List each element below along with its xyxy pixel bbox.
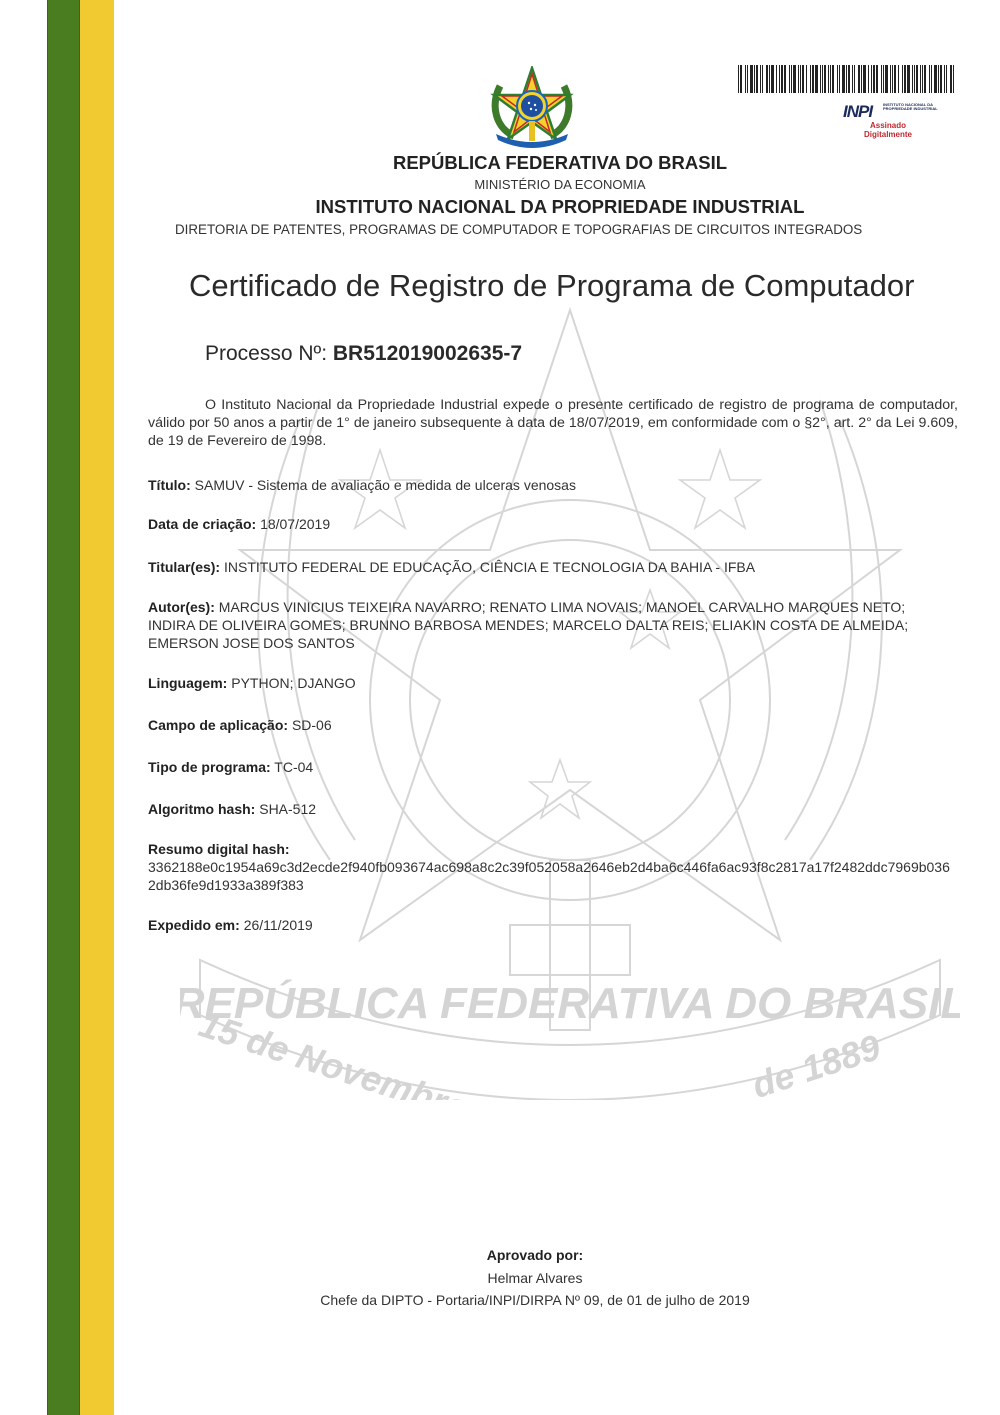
barcode-bar — [902, 65, 903, 93]
barcode-bar — [892, 65, 893, 93]
field-label: Campo de aplicação: — [148, 717, 289, 733]
field-value: SD-06 — [291, 717, 332, 733]
field-tipo-programa — [148, 758, 958, 776]
barcode-bar — [858, 65, 860, 93]
barcode-bar — [940, 65, 942, 93]
directorate-heading: DIRETORIA DE PATENTES, PROGRAMAS DE COMPUTADOR E TOPOGRAFIAS DE CIRCUITOS INTEGRADOS — [175, 222, 863, 237]
republic-heading: REPÚBLICA FEDERATIVA DO BRASIL — [392, 152, 728, 173]
barcode-bar — [946, 65, 947, 93]
barcode-bar — [846, 65, 847, 93]
field-value: INSTITUTO FEDERAL DE EDUCAÇÃO, CIÊNCIA E TECNOLOGIA DA BAHIA - IFBA — [223, 559, 756, 575]
process-number — [205, 342, 522, 366]
barcode-bar — [771, 65, 774, 93]
barcode-bar — [924, 65, 926, 93]
watermark-ribbon — [200, 960, 940, 1100]
barcode-bar — [894, 65, 896, 93]
field-label: Resumo digital hash: — [148, 841, 290, 857]
field-linguagem — [148, 674, 958, 692]
field-autores — [148, 598, 938, 652]
barcode-bar — [798, 65, 799, 93]
barcode-bar — [934, 65, 937, 93]
field-label: Autor(es): — [148, 599, 215, 615]
field-value: SHA-512 — [259, 801, 317, 817]
barcode-bar — [863, 65, 866, 93]
field-resumo-hash — [148, 840, 958, 894]
field-label: Tipo de programa: — [148, 759, 271, 775]
barcode-bar — [876, 65, 878, 93]
barcode-bar — [868, 65, 869, 93]
barcode-bar — [916, 65, 918, 93]
certificate-body: O Instituto Nacional da Propriedade Industrial expede o presente certificado de registro de programa de computador, válido por 50 anos a partir de 1° de janeiro subsequente à data de 18/07/2019, em conformidade com o §2°, art. 2° da Lei 9.609, de 19 de Fevereiro de 1998. — [148, 397, 958, 449]
field-label: Data de criação: — [148, 516, 257, 532]
flag-stripe-yellow — [80, 0, 114, 1415]
barcode-bar — [842, 65, 845, 93]
signed-line-1: Assinado — [869, 121, 906, 130]
barcode — [738, 65, 956, 93]
flag-stripe-green — [47, 0, 80, 1415]
watermark-ribbon-text: REPÚBLICA FEDERATIVA DO BRASIL — [180, 979, 960, 1028]
barcode-bar — [922, 65, 923, 93]
brazil-coat-of-arms-icon — [488, 66, 576, 148]
barcode-bar — [776, 65, 777, 93]
barcode-bar — [756, 65, 758, 93]
approval-label: Aprovado por: — [486, 1247, 584, 1263]
watermark-right-text: de 1889 — [746, 1026, 886, 1100]
ministry-heading: MINISTÉRIO DA ECONOMIA — [474, 177, 646, 192]
digital-signature-badge — [863, 121, 913, 139]
watermark-left-text: 15 de Novembro — [194, 1003, 474, 1100]
barcode-bar — [784, 65, 786, 93]
barcode-bar — [907, 65, 910, 93]
barcode-bar — [920, 65, 921, 93]
barcode-bar — [953, 65, 954, 93]
barcode-bar — [861, 65, 862, 93]
barcode-bar — [769, 65, 770, 93]
field-value: 18/07/2019 — [260, 516, 331, 532]
field-label: Título: — [148, 477, 191, 493]
barcode-bar — [837, 65, 838, 93]
barcode-bar — [791, 65, 792, 93]
barcode-bar — [848, 65, 850, 93]
barcode-bar — [904, 65, 906, 93]
barcode-bar — [873, 65, 875, 93]
field-titulo — [148, 476, 958, 494]
process-label: Processo Nº: — [205, 342, 328, 365]
barcode-bar — [898, 65, 899, 93]
barcode-bar — [828, 65, 829, 93]
barcode-bar — [950, 65, 952, 93]
barcode-bar — [789, 65, 790, 93]
barcode-bar — [914, 65, 915, 93]
barcode-bar — [944, 65, 945, 93]
inpi-logo-subtitle: INSTITUTO NACIONAL DA PROPRIEDADE INDUSTRIAL — [883, 102, 938, 112]
field-value: TC-04 — [274, 759, 314, 775]
barcode-bar — [822, 65, 823, 93]
barcode-bar — [830, 65, 831, 93]
certificate-title: Certificado de Registro de Programa de Computador — [189, 268, 915, 303]
barcode-bar — [812, 65, 814, 93]
barcode-bar — [883, 65, 884, 93]
barcode-bar — [781, 65, 783, 93]
barcode-bar — [881, 65, 882, 93]
field-label: Titular(es): — [148, 559, 221, 575]
barcode-bar — [938, 65, 939, 93]
field-titular — [148, 558, 958, 576]
barcode-bar — [754, 65, 755, 93]
approver-role: Chefe da DIPTO - Portaria/INPI/DIRPA Nº 09, de 01 de julho de 2019 — [320, 1292, 750, 1308]
barcode-bar — [912, 65, 913, 93]
barcode-bar — [745, 65, 746, 93]
barcode-bar — [871, 65, 872, 93]
barcode-bar — [766, 65, 768, 93]
barcode-bar — [929, 65, 930, 93]
barcode-bar — [760, 65, 761, 93]
barcode-bar — [800, 65, 801, 93]
barcode-bar — [820, 65, 821, 93]
barcode-bar — [890, 65, 891, 93]
field-label: Linguagem: — [148, 675, 228, 691]
hash-value: 3362188e0c1954a69c3d2ecde2f940fb093674ac698a8c2c39f052058a2646eb2d4ba6c446fa6ac93f8c2817a17f2482ddc7969b0362db36fe9d1933a389f383 — [148, 859, 950, 893]
barcode-bar — [762, 65, 763, 93]
field-expedido — [148, 916, 958, 934]
barcode-bar — [779, 65, 780, 93]
barcode-bar — [802, 65, 804, 93]
field-value: PYTHON; DJANGO — [231, 675, 356, 691]
field-value: 26/11/2019 — [243, 917, 313, 933]
barcode-bar — [824, 65, 826, 93]
signed-line-2: Digitalmente — [863, 130, 912, 139]
barcode-bar — [885, 65, 888, 93]
barcode-bar — [750, 65, 753, 93]
field-label: Algoritmo hash: — [148, 801, 256, 817]
barcode-bar — [854, 65, 855, 93]
institute-heading: INSTITUTO NACIONAL DA PROPRIEDADE INDUSTRIAL — [315, 196, 805, 217]
field-value: SAMUV - Sistema de avaliação e medida de ulceras venosas — [194, 477, 576, 493]
barcode-bar — [747, 65, 748, 93]
barcode-bar — [839, 65, 840, 93]
barcode-bar — [931, 65, 932, 93]
inpi-logo — [843, 103, 953, 141]
process-value: BR512019002635-7 — [332, 342, 523, 365]
barcode-bar — [793, 65, 796, 93]
barcode-bar — [806, 65, 807, 93]
approver-name: Helmar Alvares — [487, 1270, 583, 1286]
barcode-bar — [832, 65, 834, 93]
field-campo-aplicacao — [148, 716, 958, 734]
inpi-logo-text: INPI — [843, 102, 873, 121]
barcode-bar — [852, 65, 853, 93]
field-label: Expedido em: — [148, 917, 240, 933]
barcode-bar — [740, 65, 742, 93]
field-value: MARCUS VINICIUS TEIXEIRA NAVARRO; RENATO LIMA NOVAIS; MANOEL CARVALHO MARQUES NETO; INDIRA DE OLIVEIRA GOMES; BRUNNO BARBOSA MENDES; MARCELO DALTA REIS; ELIAKIN COSTA DE ALMEIDA; EMERSON JOSE DOS SANTOS — [148, 599, 909, 651]
field-data-criacao — [148, 515, 958, 533]
barcode-bar — [810, 65, 811, 93]
barcode-bar — [815, 65, 818, 93]
barcode-bar — [738, 65, 739, 93]
field-algoritmo-hash — [148, 800, 958, 818]
